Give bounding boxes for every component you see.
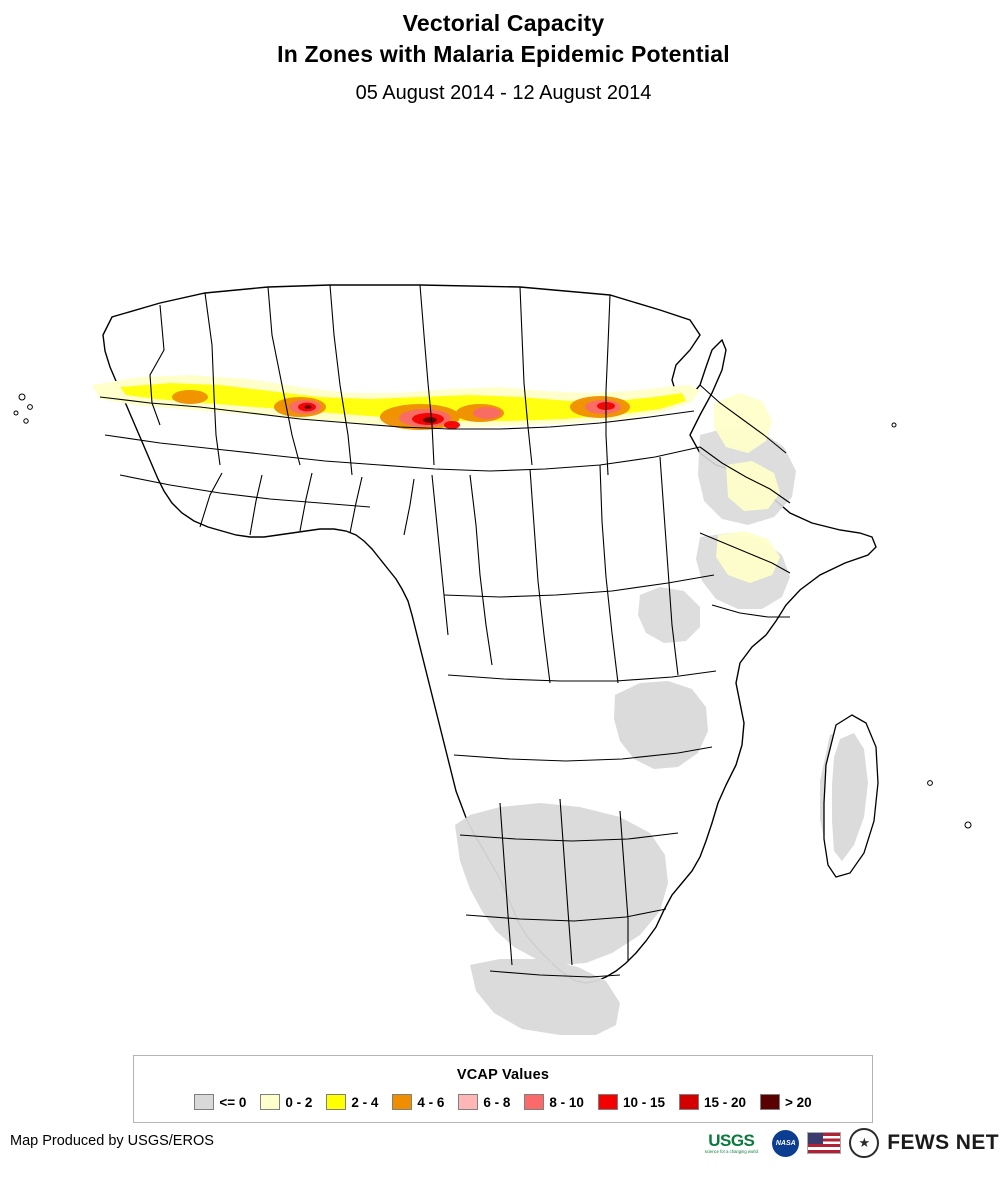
footer-logos — [698, 1128, 999, 1158]
legend-swatch-icon — [458, 1094, 478, 1110]
legend-swatch-icon — [260, 1094, 280, 1110]
legend-item — [194, 1094, 246, 1110]
usgs-logo-text: USGS — [708, 1130, 755, 1150]
legend-label: 15 - 20 — [703, 1094, 747, 1110]
usaid-seal-icon: ★ — [849, 1128, 879, 1158]
legend-item — [760, 1094, 812, 1110]
legend-label: 8 - 10 — [549, 1094, 584, 1110]
legend-swatch-icon — [679, 1094, 699, 1110]
usgs-logo — [698, 1130, 764, 1156]
legend-title: VCAP Values — [456, 1067, 550, 1083]
legend-item — [598, 1094, 665, 1110]
legend-swatch-icon — [194, 1094, 214, 1110]
legend-swatch-icon — [524, 1094, 544, 1110]
africa-map-svg — [0, 135, 1007, 1035]
legend-item — [458, 1094, 510, 1110]
legend-label: 4 - 6 — [417, 1094, 445, 1110]
legend-item — [524, 1094, 584, 1110]
usgs-logo-tagline: science for a changing world — [704, 1148, 758, 1154]
legend-swatch-icon — [598, 1094, 618, 1110]
legend-label: <= 0 — [219, 1094, 247, 1110]
legend-label: 10 - 15 — [622, 1094, 665, 1110]
legend-label: 0 - 2 — [285, 1094, 313, 1110]
legend-swatch-icon — [326, 1094, 346, 1110]
legend-swatch-icon — [760, 1094, 780, 1110]
map-landmass-layer — [14, 285, 971, 1035]
legend-item — [392, 1094, 444, 1110]
legend — [133, 1055, 873, 1123]
legend-swatch-icon — [392, 1094, 412, 1110]
legend-label: 2 - 4 — [351, 1094, 379, 1110]
legend-label: > 20 — [785, 1094, 812, 1110]
legend-item — [260, 1094, 312, 1110]
map-credit: Map Produced by USGS/EROS — [10, 1133, 214, 1149]
usaid-flag-icon — [807, 1132, 841, 1154]
legend-items — [134, 1094, 872, 1110]
fews-net-logo: FEWS NET — [887, 1131, 999, 1154]
page-title — [0, 8, 1007, 108]
legend-label: 6 - 8 — [483, 1094, 511, 1110]
map-canvas[interactable] — [0, 135, 1007, 1035]
legend-item — [326, 1094, 378, 1110]
legend-item — [679, 1094, 746, 1110]
title-line-2: In Zones with Malaria Epidemic Potential — [277, 41, 730, 67]
title-line-1: Vectorial Capacity — [402, 10, 605, 36]
date-range-subtitle: 05 August 2014 - 12 August 2014 — [355, 82, 652, 104]
nasa-logo: NASA — [772, 1130, 799, 1157]
